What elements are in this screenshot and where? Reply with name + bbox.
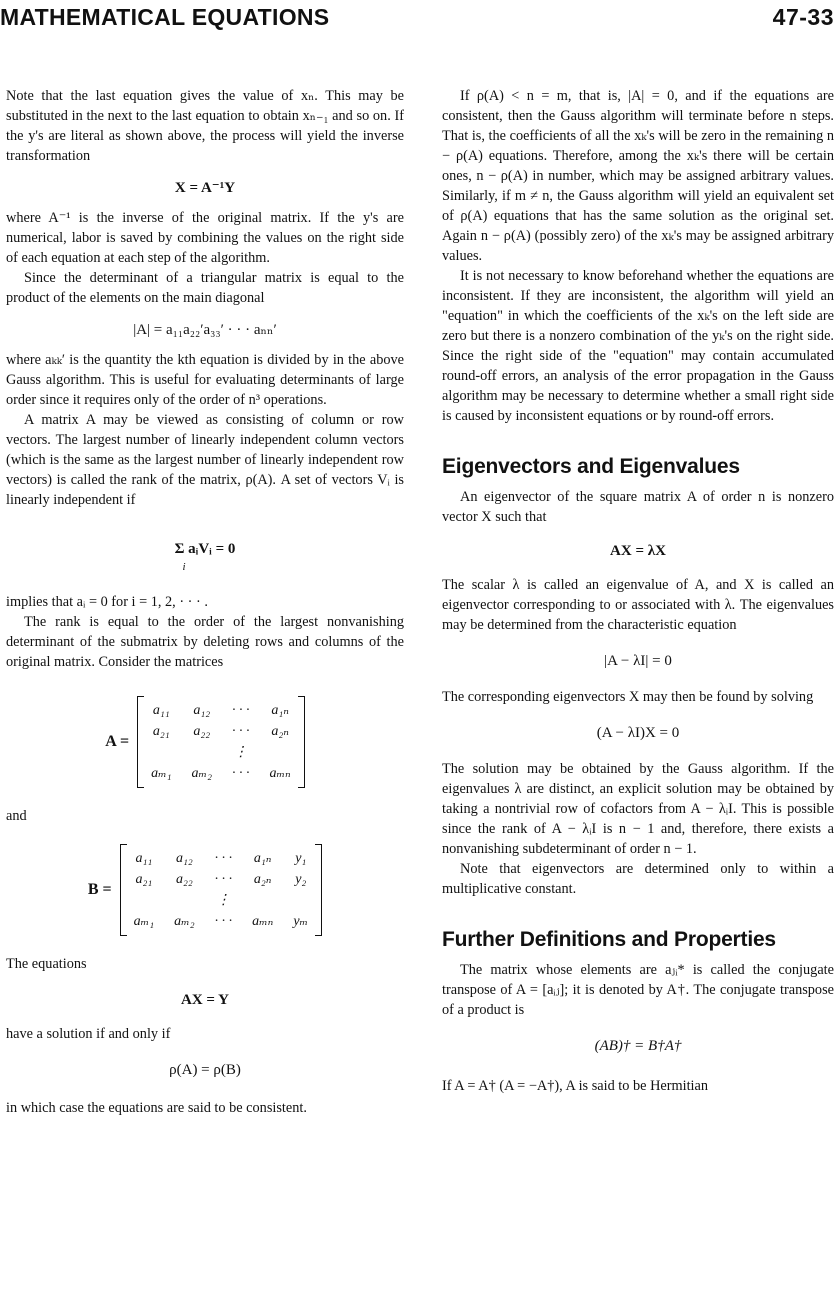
paragraph: An eigenvector of the square matrix A of order n is nonzero vector X such that (442, 489, 834, 525)
matrix-cell (141, 742, 181, 763)
matrix-cell: aₘₙ (269, 766, 291, 781)
equation: |A − λI| = 0 (604, 653, 672, 669)
paragraph: implies that aᵢ = 0 for i = 1, 2, · · · . (6, 594, 208, 610)
matrix-cell: · · · (214, 872, 233, 887)
paragraph: A matrix A may be viewed as consisting of column or row vectors. The largest number of linearly independent column vectors (which is the same as the largest number of linearly independent row vectors) is called the rank of the matrix, ρ(A). A set of vectors Vᵢ is linearly independent if (6, 412, 404, 508)
matrix-cell: a₁₂ (175, 851, 193, 866)
matrix-cell (124, 890, 164, 911)
matrix-cell: a₂₁ (135, 872, 153, 887)
matrix-b: B = a₁₁ a₁₂ · · · a₁ₙ y₁ a₂₁ a₂₂ · · · a₂ₙ y₂ ⋮ aₘ₁ aₘ₂ · · · aₘₙ yₘ (6, 844, 404, 936)
paragraph: where aₖₖ′ is the quantity the kth equation is divided by in the above Gauss algorithm. This is useful for evaluating determinants of large order since it requires only of the order of n³ operations. (6, 352, 404, 408)
equation: X = A⁻¹Y (174, 180, 236, 196)
equation: (A − λI)X = 0 (596, 725, 680, 741)
matrix-cell: a₁₂ (193, 703, 211, 718)
matrix-cell: aₘ₂ (174, 914, 195, 929)
matrix-cell (283, 890, 318, 911)
equation: AX = λX (610, 543, 666, 559)
paragraph: in which case the equations are said to be consistent. (6, 1100, 307, 1116)
paragraph: If A = A† (A = −A†), A is said to be Hermitian (442, 1078, 709, 1094)
matrix-cell: yₘ (293, 914, 309, 929)
matrix-cell: · · · (231, 703, 250, 718)
matrix-cell: · · · (231, 766, 250, 781)
matrix-cell: a₂ₙ (271, 724, 289, 739)
matrix-cell: a₁ₙ (253, 851, 272, 866)
matrix-a: A = a₁₁ a₁₂ · · · a₁ₙ a₂₁ a₂₂ · · · a₂ₙ ⋮ aₘ₁ aₘ₂ · · · aₘₙ (6, 696, 404, 788)
equation: AX = Y (181, 992, 229, 1008)
paragraph: The corresponding eigenvectors X may then be found by solving (442, 689, 814, 705)
equation: Σ aᵢVᵢ = 0 i (174, 541, 236, 573)
equation: ρ(A) = ρ(B) (169, 1062, 241, 1078)
matrix-cell (164, 890, 204, 911)
right-column (442, 86, 834, 1096)
matrix-cell: · · · (231, 724, 250, 739)
matrix-cell: aₘ₁ (151, 766, 172, 781)
paragraph: The matrix whose elements are aⱼᵢ* is called the conjugate transpose of A = [aᵢⱼ]; it is denoted by A†. The conjugate transpose of a product is (442, 962, 834, 1018)
paragraph: Note that the last equation gives the value of xₙ. This may be substituted in the next to the last equation to obtain xₙ₋₁ and so on. If the y's are literal as shown above, the process will yield the inverse transformation (6, 88, 404, 164)
left-column (6, 86, 404, 1118)
paragraph: If ρ(A) < n = m, that is, |A| = 0, and if the equations are consistent, then the Gauss algorithm will terminate before n steps. That is, the coefficients of all the xₖ's will be zero in the remaining n − ρ(A) equations. Therefore, among the xₖ's there will be certain ones, n − ρ(A) in number, which may be assigned arbitrary values. Similarly, if m ≠ n, the Gauss algorithm will yield an equivalent set of ρ(A) equations that has the same solution as the original set. Again n − ρ(A) (possibly zero) of the xₖ's may be assigned arbitrary values. (442, 88, 834, 264)
equation: (AB)† = B†A† (594, 1038, 682, 1054)
paragraph: The equations (6, 956, 87, 972)
paragraph: The rank is equal to the order of the largest nonvanishing determinant of the submatrix by deleting rows and columns of the original matrix. Consider the matrices (6, 614, 404, 670)
matrix-cell: a₁₁ (152, 703, 170, 718)
matrix-cell: aₘₙ (252, 914, 274, 929)
equation: |A| = a₁₁a₂₂′a₃₃′ · · · aₙₙ′ (133, 322, 277, 338)
matrix-cell: a₁₁ (135, 851, 153, 866)
paragraph: The solution may be obtained by the Gauss algorithm. If the eigenvalues λ are distinct, an explicit solution may be obtained by taking a nontrivial row of cofactors from A − λᵢI. This is possible since the rank of A − λᵢI is n − 1 and, therefore, there exists a nonvanishing subdeterminant of order n − 1. (442, 761, 834, 857)
matrix-cell: aₘ₂ (191, 766, 212, 781)
matrix-cell: a₂₂ (175, 872, 193, 887)
paragraph: have a solution if and only if (6, 1026, 171, 1042)
matrix-cell: y₁ (295, 851, 307, 866)
section-heading: Further Definitions and Properties (442, 928, 776, 951)
running-header (0, 4, 838, 34)
matrix-cell: y₂ (295, 872, 307, 887)
paragraph: Since the determinant of a triangular matrix is equal to the product of the elements on the main diagonal (6, 270, 404, 306)
paragraph: Note that eigenvectors are determined only to within a multiplicative constant. (442, 861, 834, 897)
paragraph: It is not necessary to know beforehand whether the equations are inconsistent. If they are inconsistent, the algorithm will yield an "equation" in which the coefficients of the xₖ's on the left side are zero but there is a nonzero combination of the yₖ's on the right side. Since the right side of the "equation" may contain accumulated round-off errors, an analysis of the error propagation in the Gauss algorithm may be necessary to determine whether a small right side is caused by inconsistent equations or by round-off errors. (442, 268, 834, 424)
matrix-cell: · · · (214, 851, 233, 866)
matrix-cell: a₁ₙ (271, 703, 289, 718)
matrix-cell: ⋮ (216, 893, 231, 908)
page-number: 47-33 (772, 4, 834, 30)
matrix-cell (242, 890, 283, 911)
matrix-cell: a₂₁ (152, 724, 170, 739)
matrix-cell: a₂ₙ (253, 872, 272, 887)
section-heading: Eigenvectors and Eigenvalues (442, 455, 740, 478)
matrix-cell: aₘ₁ (133, 914, 155, 929)
section-title: MATHEMATICAL EQUATIONS (0, 4, 330, 30)
paragraph: and (6, 808, 27, 824)
paragraph: The scalar λ is called an eigenvalue of A, and X is called an eigenvector corresponding to or associated with λ. The eigenvalues may be determined from the characteristic equation (442, 577, 834, 633)
matrix-cell: · · · (214, 914, 233, 929)
matrix-cell: a₂₂ (193, 724, 211, 739)
matrix-cell: ⋮ (233, 745, 248, 760)
matrix-cell (259, 742, 300, 763)
matrix-cell (182, 742, 222, 763)
paragraph: where A⁻¹ is the inverse of the original matrix. If the y's are numerical, labor is saved by combining the values on the right side of each equation at each step of the algorithm. (6, 210, 404, 266)
